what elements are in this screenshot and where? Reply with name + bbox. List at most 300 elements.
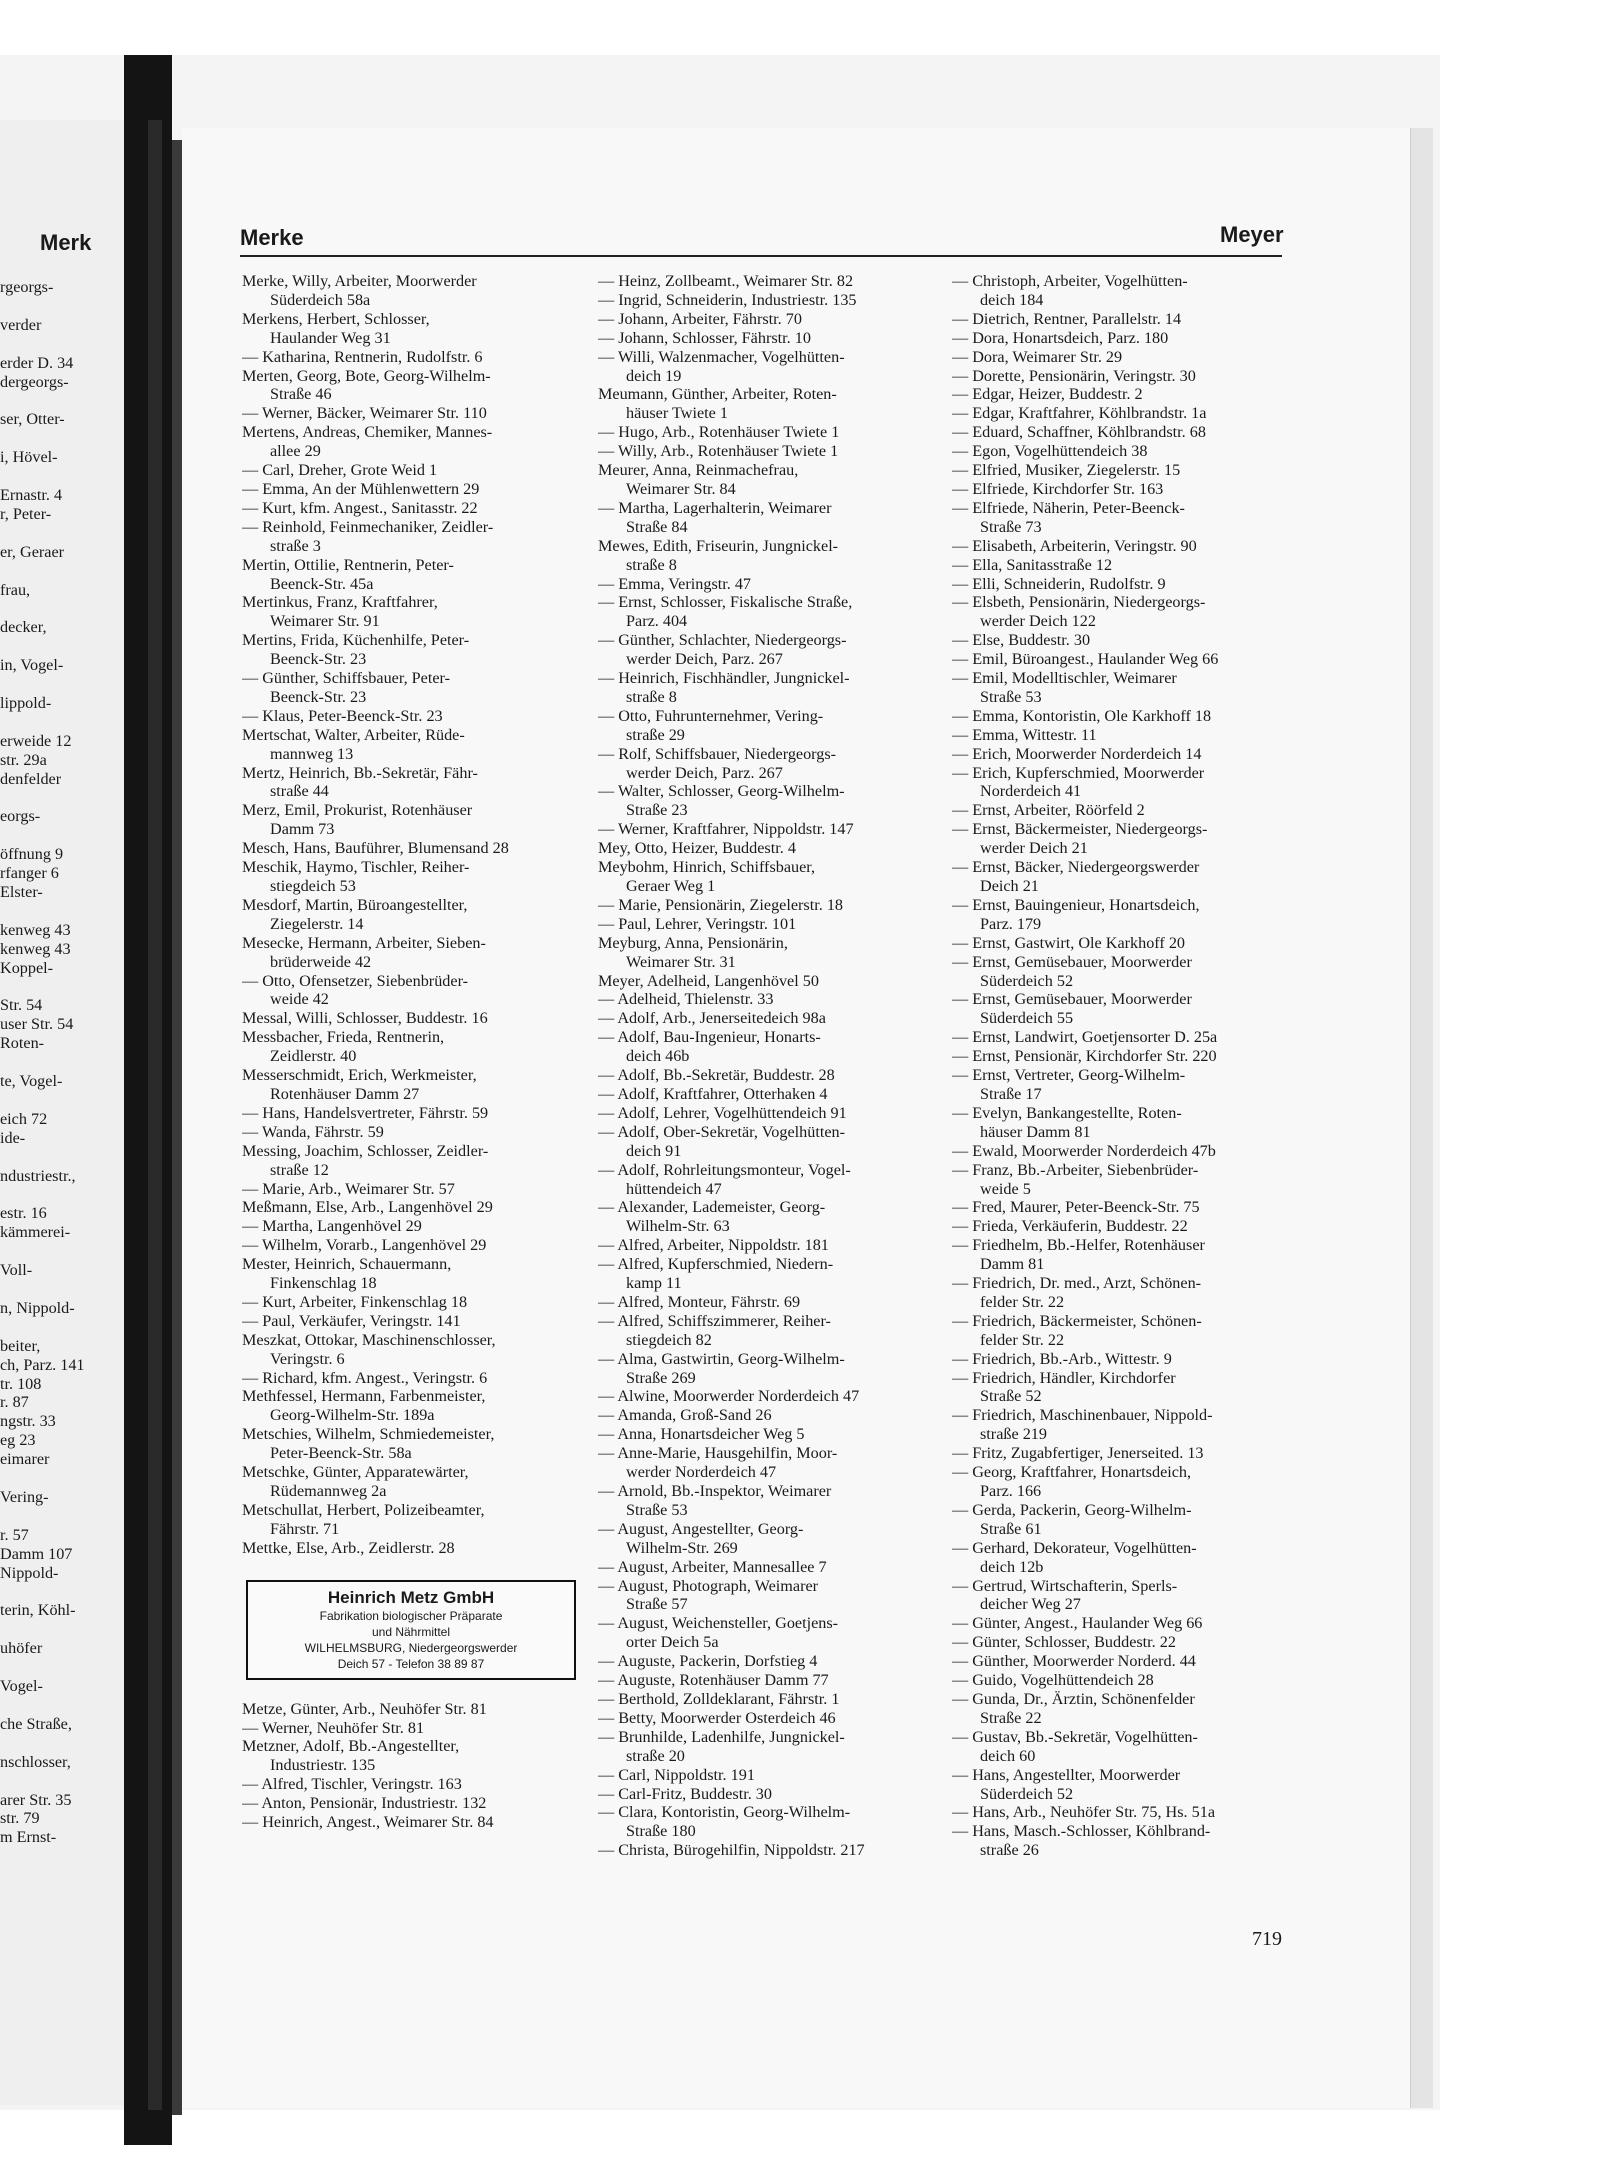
directory-entry-line: Weimarer Str. 31 [626, 952, 736, 971]
directory-entry-line: — Ernst, Schlosser, Fiskalische Straße, [598, 593, 853, 612]
directory-entry-line: — Fred, Maurer, Peter-Beenck-Str. 75 [952, 1198, 1200, 1217]
directory-entry-line: — Brunhilde, Ladenhilfe, Jungnickel- [598, 1727, 845, 1746]
directory-entry-line: — Emma, Veringstr. 47 [598, 574, 752, 593]
directory-entry-line: Mey, Otto, Heizer, Buddestr. 4 [598, 839, 796, 858]
directory-entry-line: — Heinrich, Angest., Weimarer Str. 84 [242, 1813, 494, 1832]
directory-entry-line: — Otto, Ofensetzer, Siebenbrüder- [242, 971, 469, 990]
directory-entry-line: — August, Weichensteller, Goetjens- [598, 1614, 839, 1633]
directory-entry-line: — Emil, Büroangest., Haulander Weg 66 [952, 650, 1219, 669]
directory-entry-line: Straße 269 [626, 1368, 696, 1387]
left-page-line: Vogel- [0, 1677, 43, 1696]
directory-entry-line: Meurer, Anna, Reinmachefrau, [598, 461, 799, 480]
directory-entry-line: orter Deich 5a [626, 1633, 719, 1652]
left-page-line: eg 23 [0, 1431, 36, 1450]
directory-entry-line: — Adolf, Bau-Ingenieur, Honarts- [598, 1028, 821, 1047]
directory-entry-line: — Friedrich, Bäckermeister, Schönen- [952, 1311, 1202, 1330]
directory-entry-line: — Wanda, Fährstr. 59 [242, 1122, 384, 1141]
directory-entry-line: Geraer Weg 1 [626, 877, 716, 895]
directory-entry-line: — Berthold, Zolldeklarant, Fährstr. 1 [598, 1689, 840, 1708]
directory-entry-line: — Friedrich, Bb.-Arb., Wittestr. 9 [952, 1349, 1172, 1368]
directory-entry-line: — Emma, Kontoristin, Ole Karkhoff 18 [952, 706, 1212, 725]
directory-entry-line: Mesecke, Hermann, Arbeiter, Sieben- [242, 933, 486, 952]
left-page-line: tr. 108 [0, 1374, 42, 1393]
ad-address: WILHELMSBURG, Niedergeorgswerder [304, 1640, 518, 1655]
directory-entry-line: Fährstr. 71 [270, 1519, 340, 1538]
left-page-line: er, Geraer [0, 542, 65, 561]
directory-entry-line: hüttendeich 47 [626, 1179, 722, 1198]
directory-entry-line: Straße 23 [626, 801, 688, 820]
directory-entry-line: — Gustav, Bb.-Sekretär, Vogelhütten- [952, 1727, 1198, 1746]
directory-entry-line: weide 5 [980, 1179, 1031, 1198]
directory-entry-line: — Dietrich, Rentner, Parallelstr. 14 [952, 309, 1182, 328]
left-page-line: r. 57 [0, 1525, 29, 1544]
directory-entry-line: — Walter, Schlosser, Georg-Wilhelm- [598, 782, 845, 801]
directory-entry-line: — Georg, Kraftfahrer, Honartsdeich, [952, 1463, 1192, 1482]
directory-entry-line: — Guido, Vogelhüttendeich 28 [952, 1671, 1154, 1690]
directory-entry-line: Mertschat, Walter, Arbeiter, Rüde- [242, 725, 465, 744]
left-page-line: öffnung 9 [0, 845, 64, 864]
directory-entry-line: — Edgar, Heizer, Buddestr. 2 [952, 385, 1143, 404]
directory-entry-line: Süderdeich 52 [980, 971, 1074, 990]
directory-entry-line: häuser Damm 81 [980, 1122, 1091, 1141]
directory-entry-line: Merten, Georg, Bote, Georg-Wilhelm- [242, 366, 491, 385]
directory-entry-line: — Werner, Neuhöfer Str. 81 [242, 1718, 425, 1737]
directory-entry-line: — Johann, Schlosser, Fährstr. 10 [598, 328, 811, 347]
directory-entry-line: — Adolf, Bb.-Sekretär, Buddestr. 28 [598, 1066, 835, 1085]
directory-entry-line: Peter-Beenck-Str. 58a [270, 1444, 412, 1463]
directory-entry-line: — Günther, Moorwerder Norderd. 44 [952, 1652, 1196, 1671]
directory-entry-line: — Dora, Honartsdeich, Parz. 180 [952, 328, 1169, 347]
directory-entry-line: — Adolf, Ober-Sekretär, Vogelhütten- [598, 1122, 846, 1141]
directory-entry-line: Weimarer Str. 91 [270, 612, 380, 631]
directory-entry-line: — Paul, Lehrer, Veringstr. 101 [598, 914, 797, 933]
directory-entry-line: Meyburg, Anna, Pensionärin, [598, 933, 788, 952]
directory-entry-line: Mester, Heinrich, Schauermann, [242, 1255, 452, 1274]
directory-entry-line: — Ernst, Bäckermeister, Niedergeorgs- [952, 820, 1208, 839]
left-page-line: lippold- [0, 693, 52, 712]
directory-entry-line: Mertin, Ottilie, Rentnerin, Peter- [242, 555, 454, 574]
directory-entry-line: — Willi, Walzenmacher, Vogelhütten- [598, 347, 845, 366]
directory-entry-line: Beenck-Str. 23 [270, 650, 367, 669]
directory-entry-line: — Heinrich, Fischhändler, Jungnickel- [598, 669, 850, 688]
directory-entry-line: — Ernst, Vertreter, Georg-Wilhelm- [952, 1066, 1186, 1085]
left-page-line: erweide 12 [0, 731, 72, 750]
directory-entry-line: — Gerhard, Dekorateur, Vogelhütten- [952, 1538, 1197, 1557]
directory-entry-line: Deich 21 [980, 877, 1039, 895]
directory-entry-line: felder Str. 22 [980, 1330, 1065, 1349]
directory-entry-line: Finkenschlag 18 [270, 1274, 377, 1293]
directory-entry-line: — Dorette, Pensionärin, Veringstr. 30 [952, 366, 1196, 385]
directory-entry-line: — Auguste, Packerin, Dorfstieg 4 [598, 1652, 818, 1671]
running-header-right: Meyer [1220, 222, 1284, 247]
directory-entry-line: — Kurt, kfm. Angest., Sanitasstr. 22 [242, 498, 478, 517]
left-page-line: arer Str. 35 [0, 1790, 72, 1809]
directory-entry-line: — Marie, Arb., Weimarer Str. 57 [242, 1179, 455, 1198]
left-page-line: denfelder [0, 769, 62, 788]
directory-entry-line: — Carl, Nippoldstr. 191 [598, 1765, 755, 1784]
directory-entry-line: — Carl-Fritz, Buddestr. 30 [598, 1784, 772, 1803]
directory-entry-line: — Gerda, Packerin, Georg-Wilhelm- [952, 1500, 1192, 1519]
directory-entry-line: — Katharina, Rentnerin, Rudolfstr. 6 [242, 347, 483, 366]
left-page-line: Voll- [0, 1261, 33, 1280]
directory-entry-line: — Ewald, Moorwerder Norderdeich 47b [952, 1141, 1216, 1160]
directory-entry-line: — Alwine, Moorwerder Norderdeich 47 [598, 1387, 860, 1406]
directory-entry-line: — Marie, Pensionärin, Ziegelerstr. 18 [598, 895, 844, 914]
directory-entry-line: straße 3 [270, 536, 321, 555]
directory-entry-line: werder Deich 122 [980, 612, 1096, 631]
directory-entry-line: Metschke, Günter, Apparatewärter, [242, 1463, 469, 1482]
directory-entry-line: — Ernst, Gemüsebauer, Moorwerder [952, 990, 1192, 1009]
directory-entry-line: — Emil, Modelltischler, Weimarer [952, 669, 1177, 688]
left-page-line: eich 72 [0, 1109, 48, 1128]
directory-entry-line: — Ingrid, Schneiderin, Industriestr. 135 [598, 290, 857, 309]
left-page-line: ndustriestr., [0, 1166, 76, 1185]
directory-entry-line: Rotenhäuser Damm 27 [270, 1084, 420, 1103]
directory-entry-line: deich 184 [980, 290, 1044, 309]
directory-entry-line: Beenck-Str. 23 [270, 687, 367, 706]
directory-entry-line: felder Str. 22 [980, 1292, 1065, 1311]
directory-entry-line: — Anne-Marie, Hausgehilfin, Moor- [598, 1444, 838, 1463]
directory-entry-line: — Ernst, Gastwirt, Ole Karkhoff 20 [952, 933, 1186, 952]
directory-entry-line: Mettke, Else, Arb., Zeidlerstr. 28 [242, 1538, 455, 1557]
left-page-line: ngstr. 33 [0, 1412, 56, 1431]
directory-entry-line: straße 8 [626, 555, 677, 574]
left-page-line: rgeorgs- [0, 278, 54, 296]
directory-entry-line: deich 60 [980, 1746, 1036, 1765]
directory-entry-line: — Fritz, Zugabfertiger, Jenerseited. 13 [952, 1444, 1204, 1463]
directory-entry-line: Mesch, Hans, Bauführer, Blumensand 28 [242, 839, 509, 858]
left-page-line: r, Peter- [0, 504, 52, 523]
directory-entry-line: — Wilhelm, Vorarb., Langenhövel 29 [242, 1236, 487, 1255]
ad-line: Fabrikation biologischer Präparate [319, 1608, 503, 1623]
directory-entry-line: — Christoph, Arbeiter, Vogelhütten- [952, 272, 1188, 290]
directory-entry-line: — Richard, kfm. Angest., Veringstr. 6 [242, 1368, 488, 1387]
directory-entry-line: — Anton, Pensionär, Industriestr. 132 [242, 1794, 487, 1813]
left-page-line: m Ernst- [0, 1828, 57, 1847]
directory-entry-line: — Adelheid, Thielenstr. 33 [598, 990, 774, 1009]
directory-entry-line: Straße 84 [626, 517, 688, 536]
directory-entry-line: — Kurt, Arbeiter, Finkenschlag 18 [242, 1292, 468, 1311]
directory-entry-line: — Adolf, Kraftfahrer, Otterhaken 4 [598, 1084, 828, 1103]
directory-entry-line: Haulander Weg 31 [270, 328, 391, 347]
directory-entry-line: — Alfred, Monteur, Fährstr. 69 [598, 1292, 801, 1311]
left-page-line: kenweg 43 [0, 939, 71, 958]
directory-entry-line: — Elisabeth, Arbeiterin, Veringstr. 90 [952, 536, 1197, 555]
directory-entry-line: Straße 53 [980, 687, 1042, 706]
ad-phone: Deich 57 - Telefon 38 89 87 [337, 1656, 485, 1671]
directory-entry-line: — Johann, Arbeiter, Fährstr. 70 [598, 309, 802, 328]
left-page-line: user Str. 54 [0, 1015, 74, 1034]
directory-entry-line: — Betty, Moorwerder Osterdeich 46 [598, 1708, 836, 1727]
directory-entry-line: — Klaus, Peter-Beenck-Str. 23 [242, 706, 443, 725]
left-page-line: in, Vogel- [0, 656, 64, 675]
directory-column-1 [242, 272, 572, 1832]
ad-line: und Nährmittel [371, 1624, 451, 1639]
directory-entry-line: — August, Photograph, Weimarer [598, 1576, 819, 1595]
directory-entry-line: — August, Angestellter, Georg- [598, 1519, 804, 1538]
left-page-line: frau, [0, 580, 31, 599]
directory-entry-line: — Frieda, Verkäuferin, Buddestr. 22 [952, 1217, 1188, 1236]
directory-entry-line: Süderdeich 58a [270, 290, 371, 309]
directory-entry-line: — Rolf, Schiffsbauer, Niedergeorgs- [598, 744, 837, 763]
directory-entry-line: — Erich, Kupferschmied, Moorwerder [952, 763, 1205, 782]
directory-entry-line: — Martha, Langenhövel 29 [242, 1217, 422, 1236]
left-page-line: beiter, [0, 1336, 41, 1355]
directory-entry-line: — Adolf, Arb., Jenerseitedeich 98a [598, 1009, 826, 1028]
directory-entry-line: deicher Weg 27 [980, 1595, 1081, 1614]
left-page-line: ser, Otter- [0, 410, 65, 429]
book-spine-shadow [148, 120, 162, 2110]
page-edge [1410, 128, 1433, 2108]
directory-entry-line: — Dora, Weimarer Str. 29 [952, 347, 1123, 366]
directory-entry-line: Meumann, Günther, Arbeiter, Roten- [598, 385, 837, 404]
directory-entry-line: straße 29 [626, 725, 685, 744]
left-page-line: kämmerei- [0, 1223, 71, 1242]
directory-entry-line: — Elfried, Musiker, Ziegelerstr. 15 [952, 461, 1181, 480]
directory-entry-line: — Friedrich, Händler, Kirchdorfer [952, 1368, 1176, 1387]
left-page-line: dergeorgs- [0, 372, 69, 391]
directory-entry-line: — Günter, Schlosser, Buddestr. 22 [952, 1633, 1176, 1652]
column-1-entries [242, 272, 572, 1558]
directory-entry-line: — Ernst, Gemüsebauer, Moorwerder [952, 952, 1192, 971]
left-page-line: Damm 107 [0, 1544, 73, 1563]
directory-entry-line: Messbacher, Frieda, Rentnerin, [242, 1028, 445, 1047]
left-page-line: Vering- [0, 1488, 49, 1506]
header-rule [240, 255, 1282, 257]
directory-entry-line: Ziegelerstr. 14 [270, 914, 364, 933]
directory-entry-line: Industriestr. 135 [270, 1756, 376, 1775]
directory-entry-line: Mertens, Andreas, Chemiker, Mannes- [242, 423, 493, 442]
advertisement-box [246, 1580, 576, 1680]
directory-entry-line: Wilhelm-Str. 269 [626, 1538, 738, 1557]
directory-entry-line: — Elfriede, Näherin, Peter-Beenck- [952, 498, 1185, 517]
left-page-line: Koppel- [0, 958, 54, 977]
directory-entry-line: brüderweide 42 [270, 952, 372, 971]
directory-entry-line: Veringstr. 6 [270, 1349, 345, 1368]
directory-entry-line: Straße 73 [980, 517, 1042, 536]
directory-entry-line: Süderdeich 52 [980, 1784, 1074, 1803]
directory-entry-line: — August, Arbeiter, Mannesallee 7 [598, 1557, 827, 1576]
directory-entry-line: — Clara, Kontoristin, Georg-Wilhelm- [598, 1803, 851, 1822]
directory-entry-line: — Eduard, Schaffner, Köhlbrandstr. 68 [952, 423, 1206, 442]
directory-entry-line: — Edgar, Kraftfahrer, Köhlbrandstr. 1a [952, 404, 1207, 423]
directory-entry-line: straße 20 [626, 1746, 685, 1765]
directory-entry-line: Meschik, Haymo, Tischler, Reiher- [242, 858, 470, 877]
directory-entry-line: — Egon, Vogelhüttendeich 38 [952, 442, 1148, 461]
directory-entry-line: deich 91 [626, 1141, 682, 1160]
left-page-line: erder D. 34 [0, 353, 74, 372]
directory-entry-line: — Ernst, Arbeiter, Röörfeld 2 [952, 801, 1145, 820]
directory-entry-line: Straße 22 [980, 1708, 1042, 1727]
left-page-line: Nippold- [0, 1563, 59, 1582]
left-page-line: Str. 54 [0, 996, 43, 1015]
directory-entry-line: Metschullat, Herbert, Polizeibeamter, [242, 1500, 485, 1519]
left-page-line: r. 87 [0, 1393, 29, 1412]
directory-entry-line: — Friedrich, Dr. med., Arzt, Schönen- [952, 1274, 1202, 1293]
directory-entry-line: Meyer, Adelheid, Langenhövel 50 [598, 971, 819, 990]
directory-entry-line: — Hans, Masch.-Schlosser, Köhlbrand- [952, 1822, 1211, 1841]
directory-entry-line: Süderdeich 55 [980, 1009, 1074, 1028]
directory-entry-line: — Hans, Handelsvertreter, Fährstr. 59 [242, 1103, 489, 1122]
directory-entry-line: Weimarer Str. 84 [626, 479, 736, 498]
book-gutter [172, 140, 182, 2115]
directory-entry-line: — Ernst, Pensionär, Kirchdorfer Str. 220 [952, 1047, 1217, 1066]
directory-entry-line: Damm 73 [270, 820, 335, 839]
directory-entry-line: Metze, Günter, Arb., Neuhöfer Str. 81 [242, 1699, 487, 1718]
directory-entry-line: Mertinkus, Franz, Kraftfahrer, [242, 593, 438, 612]
directory-entry-line: Parz. 166 [980, 1482, 1042, 1500]
directory-entry-line: straße 44 [270, 782, 329, 801]
directory-entry-line: allee 29 [270, 442, 321, 461]
directory-entry-line: Parz. 404 [626, 612, 688, 631]
running-header-left: Merke [240, 225, 304, 250]
directory-entry-line: — Alfred, Schiffszimmerer, Reiher- [598, 1311, 831, 1330]
directory-entry-line: Straße 46 [270, 385, 332, 404]
directory-entry-line: Parz. 179 [980, 914, 1042, 933]
directory-entry-line: Straße 57 [626, 1595, 688, 1614]
directory-entry-line: Meßmann, Else, Arb., Langenhövel 29 [242, 1198, 493, 1217]
directory-entry-line: Georg-Wilhelm-Str. 189a [270, 1406, 435, 1425]
directory-entry-line: häuser Twiete 1 [626, 404, 728, 423]
left-page-line: ide- [0, 1128, 26, 1147]
directory-entry-line: — Erich, Moorwerder Norderdeich 14 [952, 744, 1202, 763]
directory-entry-line: — Günter, Angest., Haulander Weg 66 [952, 1614, 1203, 1633]
directory-entry-line: — Arnold, Bb.-Inspektor, Weimarer [598, 1482, 832, 1500]
directory-entry-line: — Willy, Arb., Rotenhäuser Twiete 1 [598, 442, 839, 461]
left-page-line: uhöfer [0, 1639, 43, 1658]
directory-entry-line: Merkens, Herbert, Schlosser, [242, 309, 430, 328]
directory-entry-line: — Alfred, Arbeiter, Nippoldstr. 181 [598, 1236, 829, 1255]
directory-entry-line: deich 46b [626, 1047, 690, 1066]
directory-entry-line: Mertins, Frida, Küchenhilfe, Peter- [242, 631, 470, 650]
directory-entry-line: — Amanda, Groß-Sand 26 [598, 1406, 772, 1425]
directory-entry-line: Straße 180 [626, 1822, 696, 1841]
directory-entry-line: straße 8 [626, 687, 677, 706]
directory-entry-line: — Adolf, Lehrer, Vogelhüttendeich 91 [598, 1103, 847, 1122]
directory-entry-line: — Elli, Schneiderin, Rudolfstr. 9 [952, 574, 1166, 593]
left-page-line: i, Hövel- [0, 448, 58, 467]
directory-entry-line: — Günther, Schiffsbauer, Peter- [242, 669, 451, 688]
directory-entry-line: straße 12 [270, 1160, 329, 1179]
directory-entry-line: — Auguste, Rotenhäuser Damm 77 [598, 1671, 829, 1690]
directory-entry-line: Metzner, Adolf, Bb.-Angestellter, [242, 1737, 460, 1756]
directory-entry-line: stiegdeich 82 [626, 1330, 712, 1349]
directory-entry-line: Merke, Willy, Arbeiter, Moorwerder [242, 272, 477, 290]
left-page-line: te, Vogel- [0, 1072, 63, 1091]
directory-entry-line: deich 12b [980, 1557, 1044, 1576]
left-page-line: terin, Köhl- [0, 1601, 76, 1620]
directory-entry-line: Messal, Willi, Schlosser, Buddestr. 16 [242, 1009, 488, 1028]
page-number: 719 [1252, 1928, 1282, 1950]
directory-entry-line: Messing, Joachim, Schlosser, Zeidler- [242, 1141, 489, 1160]
left-page-line: Elster- [0, 883, 43, 901]
directory-entry-line: deich 19 [626, 366, 682, 385]
directory-entry-line: — Werner, Bäcker, Weimarer Str. 110 [242, 404, 487, 423]
directory-entry-line: Straße 17 [980, 1084, 1042, 1103]
left-page-header: Merk [40, 230, 92, 255]
directory-entry-line: Merz, Emil, Prokurist, Rotenhäuser [242, 801, 473, 820]
directory-entry-line: — Elfriede, Kirchdorfer Str. 163 [952, 479, 1164, 498]
directory-entry-line: Meszkat, Ottokar, Maschinenschlosser, [242, 1330, 496, 1349]
directory-entry-line: Methfessel, Hermann, Farbenmeister, [242, 1387, 486, 1406]
directory-entry-line: werder Norderdeich 47 [626, 1463, 777, 1482]
left-page-line: kenweg 43 [0, 920, 71, 939]
directory-entry-line: Zeidlerstr. 40 [270, 1047, 357, 1066]
directory-entry-line: — Adolf, Rohrleitungsmonteur, Vogel- [598, 1160, 851, 1179]
directory-entry-line: Beenck-Str. 45a [270, 574, 374, 593]
directory-entry-line: — Evelyn, Bankangestellte, Roten- [952, 1103, 1182, 1122]
directory-entry-line: — Friedrich, Maschinenbauer, Nippold- [952, 1406, 1213, 1425]
directory-entry-line: — Ernst, Landwirt, Goetjensorter D. 25a [952, 1028, 1218, 1047]
left-page-line: ch, Parz. 141 [0, 1355, 85, 1374]
left-page-line: eimarer [0, 1450, 50, 1469]
directory-entry-line: Meybohm, Hinrich, Schiffsbauer, [598, 858, 816, 877]
directory-entry-line: Straße 61 [980, 1519, 1042, 1538]
directory-entry-line: werder Deich, Parz. 267 [626, 763, 783, 782]
directory-entry-line: werder Deich, Parz. 267 [626, 650, 783, 669]
directory-entry-line: — Franz, Bb.-Arbeiter, Siebenbrüder- [952, 1160, 1199, 1179]
directory-entry-line: — Otto, Fuhrunternehmer, Vering- [598, 706, 824, 725]
left-page-line: n, Nippold- [0, 1298, 75, 1317]
directory-entry-line: — Anna, Honartsdeicher Weg 5 [598, 1425, 805, 1444]
directory-column-3 [952, 272, 1284, 1860]
directory-entry-line: — Emma, An der Mühlenwettern 29 [242, 479, 480, 498]
left-page-line: str. 79 [0, 1809, 40, 1828]
directory-entry-line: — Gunda, Dr., Ärztin, Schönenfelder [952, 1689, 1195, 1708]
directory-entry-line: Messerschmidt, Erich, Werkmeister, [242, 1066, 477, 1085]
directory-entry-line: — Friedhelm, Bb.-Helfer, Rotenhäuser [952, 1236, 1205, 1255]
directory-entry-line: stiegdeich 53 [270, 877, 356, 895]
directory-entry-line: Wilhelm-Str. 63 [626, 1217, 730, 1236]
column-1-entries-after-ad [242, 1700, 572, 1832]
directory-entry-line: Straße 53 [626, 1500, 688, 1519]
left-page-line: str. 29a [0, 750, 47, 769]
directory-entry-line: Mesdorf, Martin, Büroangestellter, [242, 895, 468, 914]
directory-entry-line: — Alexander, Lademeister, Georg- [598, 1198, 826, 1217]
directory-entry-line: — Elsbeth, Pensionärin, Niedergeorgs- [952, 593, 1206, 612]
directory-entry-line: straße 219 [980, 1425, 1047, 1444]
left-page-line: rfanger 6 [0, 864, 59, 883]
directory-entry-line: — Hugo, Arb., Rotenhäuser Twiete 1 [598, 423, 840, 442]
directory-entry-line: — Alfred, Tischler, Veringstr. 163 [242, 1775, 462, 1794]
directory-entry-line: — Else, Buddestr. 30 [952, 631, 1091, 650]
directory-entry-line: Damm 81 [980, 1255, 1045, 1274]
directory-entry-line: — Günther, Schlachter, Niedergeorgs- [598, 631, 847, 650]
directory-entry-line: kamp 11 [626, 1274, 682, 1293]
directory-entry-line: — Ernst, Bauingenieur, Honartsdeich, [952, 895, 1200, 914]
directory-entry-line: — Alma, Gastwirtin, Georg-Wilhelm- [598, 1349, 845, 1368]
directory-entry-line: — Ernst, Bäcker, Niedergeorgswerder [952, 858, 1200, 877]
directory-entry-line: — Martha, Lagerhalterin, Weimarer [598, 498, 832, 517]
left-page-line: Ernastr. 4 [0, 485, 63, 504]
directory-entry-line: werder Deich 21 [980, 839, 1088, 858]
left-page-line: decker, [0, 618, 47, 637]
directory-column-2 [598, 272, 930, 1860]
left-page-line: che Straße, [0, 1714, 72, 1733]
left-page-line: verder [0, 315, 42, 334]
directory-entry-line: — Paul, Verkäufer, Veringstr. 141 [242, 1311, 461, 1330]
directory-entry-line: Mewes, Edith, Friseurin, Jungnickel- [598, 536, 839, 555]
directory-entry-line: straße 26 [980, 1841, 1039, 1860]
directory-entry-line: — Heinz, Zollbeamt., Weimarer Str. 82 [598, 272, 854, 290]
left-page-line: Roten- [0, 1034, 45, 1053]
directory-entry-line: Metschies, Wilhelm, Schmiedemeister, [242, 1425, 495, 1444]
directory-entry-line: — Reinhold, Feinmechaniker, Zeidler- [242, 517, 494, 536]
directory-entry-line: — Carl, Dreher, Grote Weid 1 [242, 461, 438, 480]
directory-entry-line: — Emma, Wittestr. 11 [952, 725, 1097, 744]
directory-entry-line: — Alfred, Kupferschmied, Niedern- [598, 1255, 834, 1274]
directory-entry-line: Norderdeich 41 [980, 782, 1082, 801]
